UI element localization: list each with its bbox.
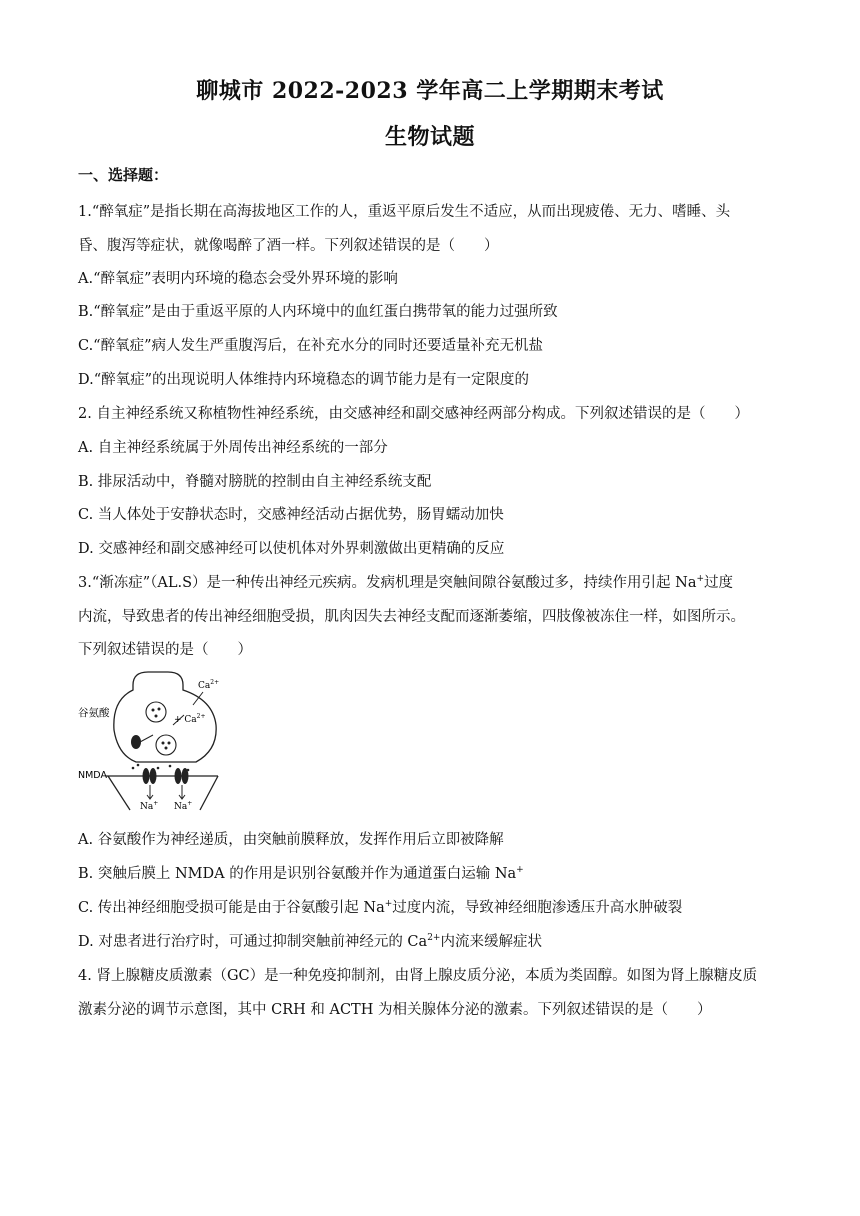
q3-option-d: D. 对患者进行治疗时，可通过抑制突触前神经元的 $Ca^{2+}$内流来缓解症状 <box>78 933 542 950</box>
ca-label-inner: + $Ca^{2+}$ <box>174 713 206 725</box>
q3-option-b: B. 突触后膜上 NMDA 的作用是识别谷氨酸并作为通道蛋白运输 Na+ <box>78 865 524 882</box>
q2-option-c: C. 当人体处于安静状态时，交感神经活动占据优势，肠胃蠕动加快 <box>78 507 504 523</box>
synapse-diagram <box>78 670 228 815</box>
na-label-right: Na+ <box>174 800 193 812</box>
q1-option-c: C.“醉氧症”病人发生严重腹泻后，在补充水分的同时还要适量补充无机盐 <box>78 338 544 354</box>
q4-stem-line2: 激素分泌的调节示意图，其中 CRH 和 ACTH 为相关腺体分泌的激素。下列叙述错误的是（ ） <box>78 1002 712 1018</box>
q2-option-d: D. 交感神经和副交感神经可以使机体对外界刺激做出更精确的反应 <box>78 541 505 557</box>
q3-stem-line3: 下列叙述错误的是（ ） <box>78 642 252 658</box>
nmda-label: NMDA <box>78 770 107 781</box>
q1-option-b: B.“醉氧症”是由于重返平原的人内环境中的血红蛋白携带氧的能力过强所致 <box>78 304 558 320</box>
ca-label-outer: $Ca^{2+}$ <box>198 679 220 691</box>
exam-title: 聊城市 2022-2023 学年高二上学期期末考试 <box>196 78 664 104</box>
q3-option-a: A. 谷氨酸作为神经递质，由突触前膜释放，发挥作用后立即被降解 <box>78 832 504 848</box>
q1-option-a: A.“醉氧症”表明内环境的稳态会受外界环境的影响 <box>78 271 398 287</box>
q2-option-a: A. 自主神经系统属于外周传出神经系统的一部分 <box>78 440 388 456</box>
exam-subtitle: 生物试题 <box>384 124 475 150</box>
q1-stem-line1: 1.“醉氧症”是指长期在高海拔地区工作的人，重返平原后发生不适应，从而出现疲倦、无力、嗜睡、头 <box>78 204 731 220</box>
q1-stem-line2: 昏、腹泻等症状，就像喝醉了酒一样。下列叙述错误的是（ ） <box>78 238 499 254</box>
q1-option-d: D.“醉氧症”的出现说明人体维持内环境稳态的调节能力是有一定限度的 <box>78 372 530 388</box>
q2-option-b: B. 排尿活动中，脊髓对膀胱的控制由自主神经系统支配 <box>78 474 432 490</box>
q3-stem-line1: 3.“渐冻症”（AL.S）是一种传出神经元疾病。发病机理是突触间隙谷氨酸过多，持续作用引起 Na+过度 <box>78 574 734 591</box>
q4-stem-line1: 4. 肾上腺糖皮质激素（GC）是一种免疫抑制剂，由肾上腺皮质分泌，本质为类固醇。如图为肾上腺糖皮质 <box>78 968 758 984</box>
na-label-left: Na+ <box>140 800 159 812</box>
q3-stem-line2: 内流，导致患者的传出神经细胞受损，肌肉因失去神经支配而逐渐萎缩，四肢像被冻住一样，如图所示。 <box>78 609 745 625</box>
q3-option-c: C. 传出神经细胞受损可能是由于谷氨酸引起 Na+过度内流，导致神经细胞渗透压升高水肿破裂 <box>78 899 683 916</box>
q2-stem: 2. 自主神经系统又称植物性神经系统，由交感神经和副交感神经两部分构成。下列叙述错误的是（ ） <box>78 406 749 422</box>
section-heading: 一、选择题： <box>78 166 169 184</box>
glutamate-label: 谷氨酸 <box>78 707 110 719</box>
